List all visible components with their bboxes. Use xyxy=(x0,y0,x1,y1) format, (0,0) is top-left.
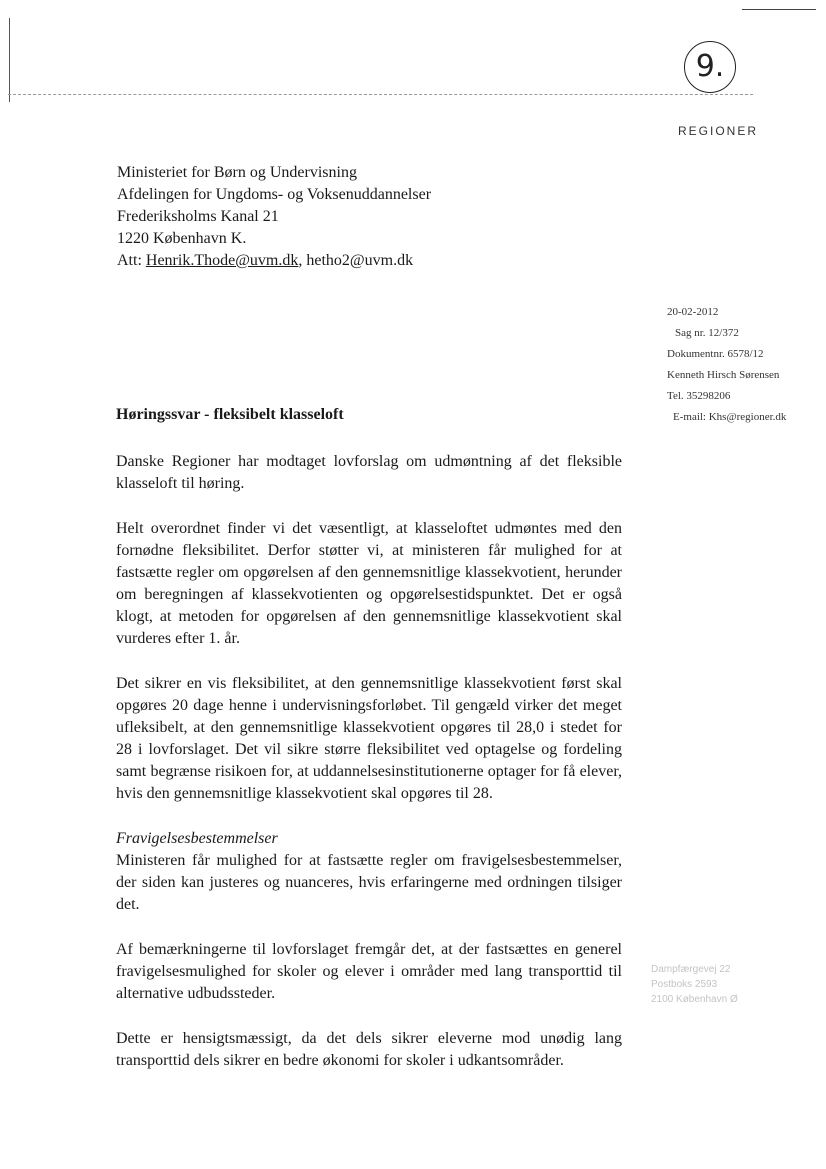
paragraph-4: Ministeren får mulighed for at fastsætte regler om fravigelsesbestemmelser, der siden kan justeres og nuanceres, hvis erfaringerne med ordningen tilsiger det. xyxy=(116,852,622,913)
attention-email-link[interactable]: Henrik.Thode@uvm.dk xyxy=(145,252,299,269)
paragraph-2: Helt overordnet finder vi det væsentligt, at klasseloftet udmøntes med den fornødne fleksibilitet. Derfor støtter vi, at ministeren får mulighed for at fastsætte regler om opgørelsen af den gennemsnitlige klassekvotient, herunder om beregningen af klassekvotienten og opgørelsestidspunktet. Det er også klogt, at metoden for opgørelsen af den gennemsnitlige klassekvotient skal vurderes efter 1. år. xyxy=(116,520,622,647)
fold-line-divider xyxy=(8,94,753,95)
footer-city: 2100 København Ø xyxy=(651,994,738,1005)
recipient-line-city: 1220 København K. xyxy=(117,230,247,247)
footer-street: Dampfærgevej 22 xyxy=(651,964,731,975)
footer-address xyxy=(651,962,738,1007)
scan-corner-line xyxy=(742,9,816,10)
attention-prefix: Att: xyxy=(117,252,146,269)
recipient-address xyxy=(117,162,431,272)
paragraph-5: Af bemærkningerne til lovforslaget fremgår det, at der fastsættes en generel fravigelsesmulighed for skoler og elever i områder med lang transporttid til alternative udbudssteder. xyxy=(116,941,622,1002)
meta-case-number: Sag nr. 12/372 xyxy=(675,327,739,339)
recipient-line-street: Frederiksholms Kanal 21 xyxy=(117,208,279,225)
paragraph-6: Dette er hensigtsmæssigt, da det dels sikrer eleverne mod unødig lang transporttid dels sikrer en bedre økonomi for skoler i udkantsområder. xyxy=(116,1030,622,1069)
meta-contact-name: Kenneth Hirsch Sørensen xyxy=(667,369,780,381)
scan-edge-line xyxy=(9,18,10,102)
letter-heading: Høringssvar - fleksibelt klasseloft xyxy=(116,406,344,423)
meta-email: E-mail: Khs@regioner.dk xyxy=(673,411,787,423)
page-number-stamp: 9. xyxy=(684,41,736,93)
paragraph-1: Danske Regioner har modtaget lovforslag om udmøntning af det fleksible klasseloft til høring. xyxy=(116,453,622,492)
recipient-line-department: Afdelingen for Ungdoms- og Voksenuddannelser xyxy=(117,186,432,203)
document-meta xyxy=(667,302,786,428)
attention-email-secondary: hetho2@uvm.dk xyxy=(306,252,414,269)
meta-phone: Tel. 35298206 xyxy=(667,390,731,402)
letter-body xyxy=(116,451,622,1095)
footer-postbox: Postboks 2593 xyxy=(651,979,718,990)
section-subheading: Fravigelsesbestemmelser xyxy=(116,830,278,847)
meta-date: 20-02-2012 xyxy=(667,306,719,318)
attention-separator: , xyxy=(298,252,307,269)
recipient-attention xyxy=(117,250,431,272)
paragraph-3: Det sikrer en vis fleksibilitet, at den gennemsnitlige klassekvotient først skal opgøres 20 dage henne i undervisningsforløbet. Til gengæld virker det meget ufleksibelt, at den gennemsnitlige klassekvotient opgøres til 28,0 i stedet for 28 i lovforslaget. Det vil sikre større fleksibilitet ved optagelse og fordeling samt begrænse risikoen for, at uddannelsesinstitutionerne optager for få elever, hvis den gennemsnitlige klassekvotient skal opgøres til 28. xyxy=(116,675,622,802)
meta-document-number: Dokumentnr. 6578/12 xyxy=(667,348,764,360)
organization-name: REGIONER xyxy=(678,124,759,138)
recipient-line-ministry: Ministeriet for Børn og Undervisning xyxy=(117,164,357,181)
